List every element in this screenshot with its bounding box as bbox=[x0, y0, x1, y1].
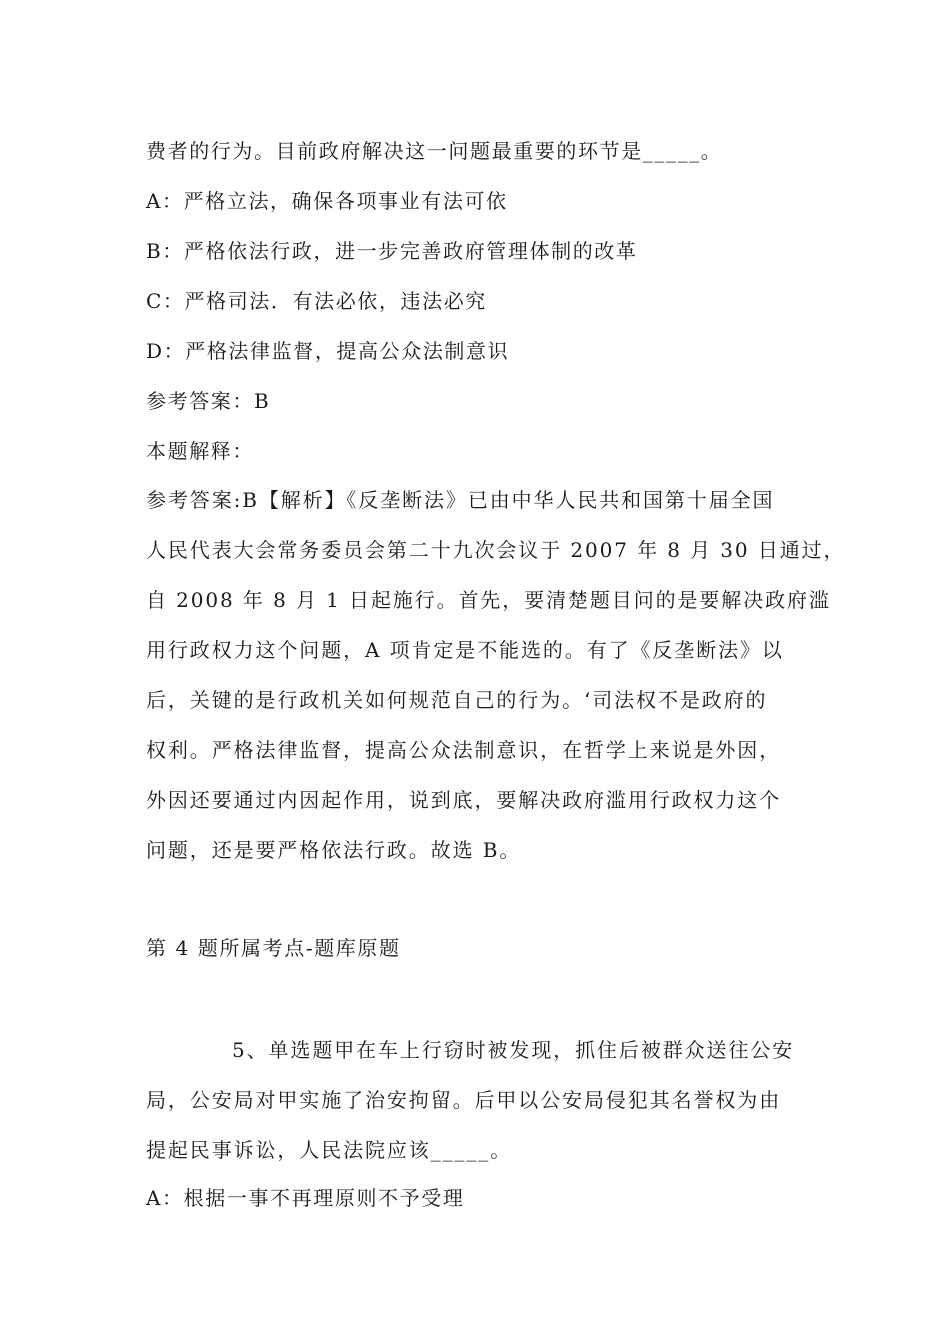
question-4-point: 第 4 题所属考点-题库原题 bbox=[146, 936, 401, 960]
question-5-stem-line: 局，公安局对甲实施了治安拘留。后甲以公安局侵犯其名誉权为由 bbox=[146, 1088, 782, 1112]
explanation-line: 权利。严格法律监督，提高公众法制意识，在哲学上来说是外因， bbox=[146, 738, 782, 762]
explanation-label: 本题解释： bbox=[146, 439, 254, 463]
option-a: A：严格立法，确保各项事业有法可依 bbox=[146, 189, 508, 213]
explanation-line: 外因还要通过内因起作用，说到底，要解决政府滥用行政权力这个 bbox=[146, 788, 782, 812]
explanation-line: 自 2008 年 8 月 1 日起施行。首先，要清楚题目问的是要解决政府滥 bbox=[146, 588, 831, 612]
option-a: A：根据一事不再理原则不予受理 bbox=[146, 1186, 465, 1210]
explanation-line: 后，关键的是行政机关如何规范自己的行为。‘司法权不是政府的 bbox=[146, 688, 768, 712]
question-5-stem-line: 提起民事诉讼，人民法院应该_____。 bbox=[146, 1138, 513, 1162]
reference-answer: 参考答案：B bbox=[146, 389, 271, 413]
explanation-line: 人民代表大会常务委员会第二十九次会议于 2007 年 8 月 30 日通过， bbox=[146, 538, 846, 562]
option-c: C：严格司法．有法必依，违法必究 bbox=[146, 289, 487, 313]
explanation-line: 问题，还是要严格依法行政。故选 B。 bbox=[146, 838, 522, 862]
option-d: D：严格法律监督，提高公众法制意识 bbox=[146, 339, 510, 363]
explanation-line: 用行政权力这个问题，A 项肯定是不能选的。有了《反垄断法》以 bbox=[146, 638, 784, 662]
option-b: B：严格依法行政，进一步完善政府管理体制的改革 bbox=[146, 239, 638, 263]
question-5-stem-line: 5、单选题甲在车上行窃时被发现，抓住后被群众送往公安 bbox=[232, 1038, 795, 1062]
question-3-stem: 费者的行为。目前政府解决这一问题最重要的环节是_____。 bbox=[146, 139, 723, 163]
explanation-line: 参考答案:B【解析】《反垄断法》已由中华人民共和国第十届全国 bbox=[146, 488, 775, 512]
